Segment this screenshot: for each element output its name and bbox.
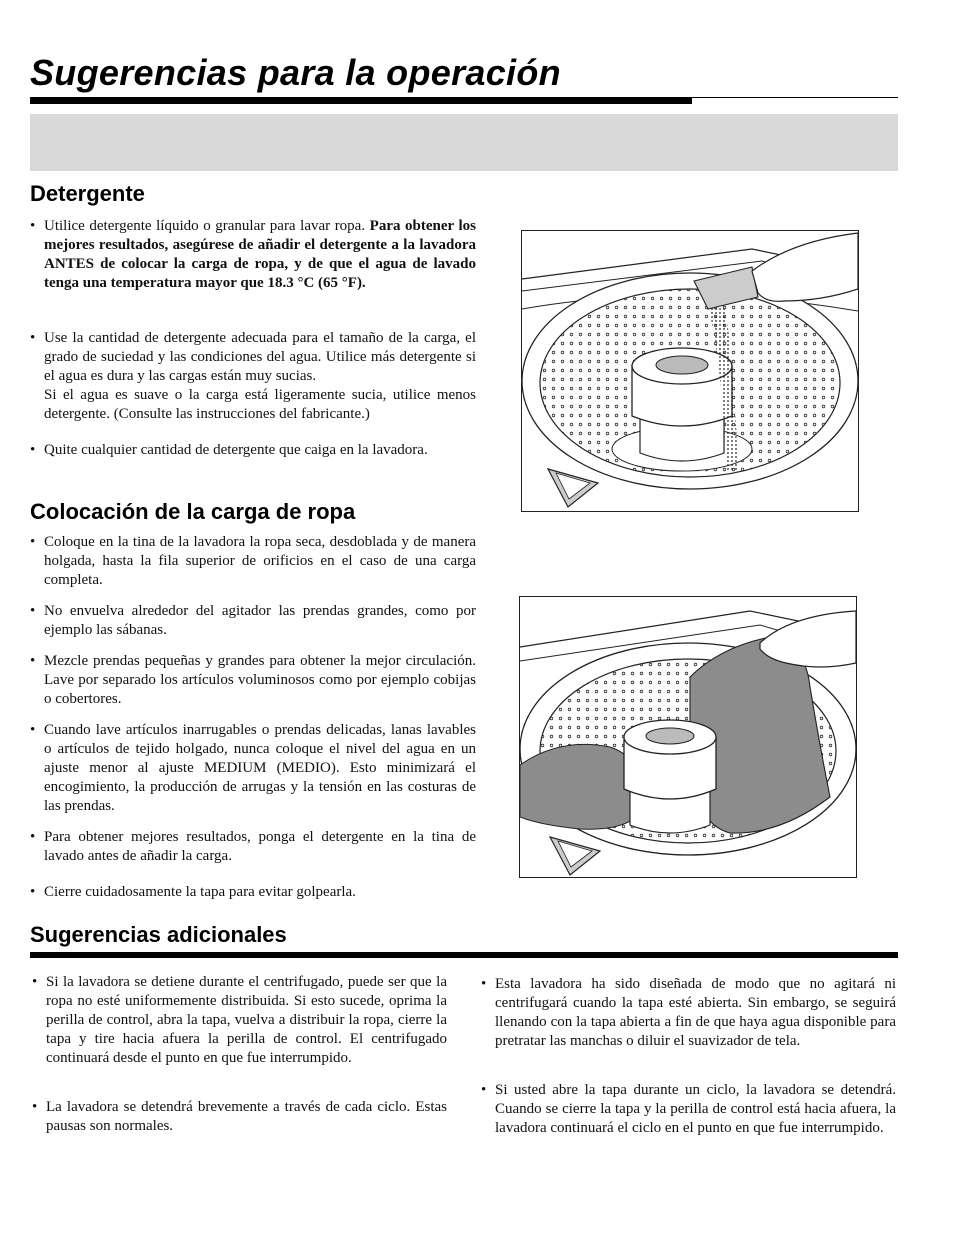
list-item: [30, 652, 476, 709]
adicionales-right-list: [481, 975, 896, 1138]
illustration-loading-clothes: [519, 596, 857, 878]
list-item: [30, 602, 476, 640]
colocacion-item-text: Mezcle prendas pequeñas y grandes para obtener la mejor circulación. Lave por separado los artículos voluminosos como por ejemplo cobijas o cobertores.: [44, 653, 476, 707]
section-heading-colocacion: Colocación de la carga de ropa: [30, 499, 356, 524]
adicionales-right-text: Esta lavadora ha sido diseñada de modo que no agitará ni centrifugará cuando la tapa esté abierta. Sin embargo, se seguirá llenando con la tapa abierta a fin de que haya agua disponible para pretratar las manchas o diluir el suavizador de tela.: [495, 976, 896, 1049]
detergente-list: [30, 217, 476, 460]
list-item: [30, 217, 476, 293]
list-item: [30, 329, 476, 386]
section-divider-bar: [30, 952, 898, 958]
list-item: [30, 441, 476, 460]
illustration-pouring-detergent: [521, 230, 859, 512]
list-item: [481, 1081, 896, 1138]
adicionales-right-text: Si usted abre la tapa durante un ciclo, la lavadora se detendrá. Cuando se cierre la tapa y la perilla de control está hacia afuera, la lavadora continuará el ciclo en el punto en que fue interrumpido.: [495, 1082, 896, 1136]
detergente-b1-bold: Para obtener los mejores resultados, asegúrese de añadir el detergente a la lavadora ANTES de colocar la carga de ropa, y de que el agua de lavado tenga una temperatura mayor que 18.3 °C (65 °F).: [44, 218, 476, 291]
colocacion-item-text: Coloque en la tina de la lavadora la ropa seca, desdoblada y de manera holgada, hasta la fila superior de orificios en el caso de una carga completa.: [44, 534, 476, 588]
list-item: [481, 975, 896, 1051]
list-item: [32, 1098, 447, 1136]
list-item: [30, 533, 476, 590]
title-underline-bar: [30, 97, 692, 104]
adicionales-left-list: [32, 973, 447, 1136]
section-heading-detergente: Detergente: [30, 181, 145, 206]
header-gray-band: [30, 114, 898, 171]
section-heading-adicionales: Sugerencias adicionales: [30, 922, 287, 947]
colocacion-item-text: Cierre cuidadosamente la tapa para evitar golpearla.: [44, 884, 356, 900]
colocacion-list: [30, 533, 476, 902]
detergente-b3: Quite cualquier cantidad de detergente que caiga en la lavadora.: [44, 442, 428, 458]
colocacion-item-text: Para obtener mejores resultados, ponga el detergente en la tina de lavado antes de añadir la carga.: [44, 829, 476, 864]
list-item: [32, 973, 447, 1068]
page-title: Sugerencias para la operación: [30, 52, 561, 93]
detergente-b2: Use la cantidad de detergente adecuada para el tamaño de la carga, el grado de suciedad y las condiciones del agua. Utilice más detergente si el agua es dura y las cargas están muy sucias.: [44, 330, 476, 384]
detergente-b1-plain: Utilice detergente líquido o granular para lavar ropa.: [44, 218, 370, 234]
list-item: [30, 883, 476, 902]
adicionales-left-text: La lavadora se detendrá brevemente a través de cada ciclo. Estas pausas son normales.: [46, 1099, 447, 1134]
detergente-b2-continuation: Si el agua es suave o la carga está ligeramente sucia, utilice menos detergente. (Consulte las instrucciones del fabricante.): [44, 387, 476, 422]
adicionales-left-text: Si la lavadora se detiene durante el centrifugado, puede ser que la ropa no esté uniformemente distribuida. Si esto sucede, oprima la perilla de control, abra la tapa, vuelva a distribuir la ropa, cierre la tapa y tire hacia afuera la perilla de control. El centrifugado continuará desde el punto en que fue interrumpido.: [46, 974, 447, 1066]
washer-detergent-drawing: [522, 231, 858, 511]
list-item: [30, 721, 476, 816]
washer-clothes-drawing: [520, 597, 856, 877]
title-underline-thin: [692, 97, 898, 98]
colocacion-item-text: No envuelva alrededor del agitador las prendas grandes, como por ejemplo las sábanas.: [44, 603, 476, 638]
list-item: [30, 828, 476, 866]
colocacion-item-text: Cuando lave artículos inarrugables o prendas delicadas, lanas lavables o artículos de tejido holgado, nunca coloque el nivel del agua en un ajuste menor al ajuste MEDIUM (MEDIO). Esto minimizará el encogimiento, la producción de arrugas y la tensión en las costuras de las prendas.: [44, 722, 476, 814]
